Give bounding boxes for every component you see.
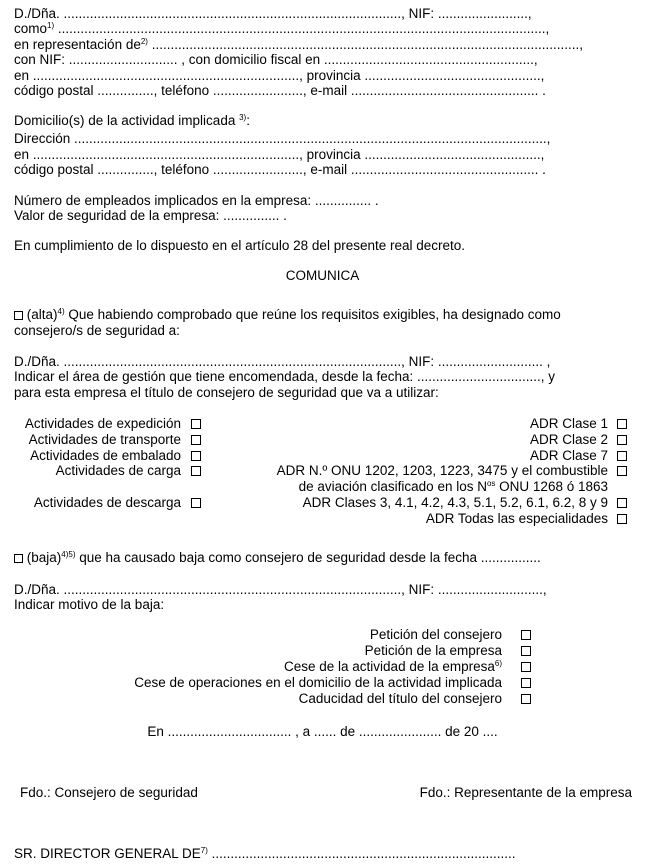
adr-todas-checkbox[interactable]	[617, 514, 627, 524]
adr-todas: ADR Todas las especialidades	[425, 511, 608, 526]
baja-opt-peticion-empresa: Petición de la empresa	[364, 643, 502, 658]
actividad-transporte: Actividades de transporte	[28, 432, 181, 447]
baja-text: que ha causado baja como consejero de seguridad desde la fecha ................	[75, 550, 541, 565]
director-dots: .................................................................................	[207, 846, 516, 861]
baja-opt-caducidad: Caducidad del título del consejero	[298, 691, 502, 706]
actividad-descarga: Actividades de descarga	[33, 495, 181, 510]
baja-line	[14, 550, 632, 566]
header-line-provincia: en ......................................................................., provincia ...............................................,	[14, 68, 545, 83]
footnote-4-5: 4)5)	[61, 550, 76, 559]
adr-onu-checkbox[interactable]	[617, 466, 627, 476]
domicilio-provincia: en ......................................................................., provincia ...............................................,	[14, 147, 545, 162]
alta-line-2: consejero/s de seguridad a:	[14, 323, 180, 338]
domicilio-colon: :	[246, 113, 250, 128]
firma-representante: Fdo.: Representante de la empresa	[419, 785, 632, 800]
director-text: SR. DIRECTOR GENERAL DE	[14, 846, 201, 861]
adr-clase-7: ADR Clase 7	[529, 448, 608, 463]
como-dots: ..................................................................................................................................,	[54, 21, 550, 36]
footnote-7: 7)	[200, 846, 208, 855]
baja-opt-3-text: Cese de la actividad de la empresa	[284, 659, 495, 674]
adr-clase-1-checkbox[interactable]	[617, 419, 627, 429]
footnote-4: 4)	[57, 307, 65, 316]
header-line-contacto: código postal ..............., teléfono ........................, e-mail .................................................. .	[14, 83, 546, 98]
actividad-descarga-checkbox[interactable]	[191, 498, 201, 508]
alta-titulo-line: para esta empresa el título de consejero de seguridad que va a utilizar:	[14, 385, 439, 400]
alta-area-line: Indicar el área de gestión que tiene encomendada, desde la fecha: ................................., y	[14, 369, 556, 384]
representacion-dots: ..................................................................................................................,	[147, 37, 584, 52]
cumplimiento-line: En cumplimiento de lo dispuesto en el artículo 28 del presente real decreto.	[14, 238, 466, 253]
header-line-representacion	[14, 37, 632, 53]
footnote-6: 6)	[494, 659, 502, 668]
baja-consejero-line: D./Dña. .........................................................................................., NIF: ............................,	[14, 582, 547, 597]
baja-motivo-label: Indicar motivo de la baja:	[14, 597, 165, 612]
actividad-expedicion-checkbox[interactable]	[191, 419, 201, 429]
header-line-nif: con NIF: ............................. , con domicilio fiscal en ........................................................,	[14, 52, 538, 67]
domicilio-contacto: código postal ..............., teléfono ........................, e-mail .................................................. .	[14, 162, 546, 177]
adr-onu-line-1: ADR N.º ONU 1202, 1203, 1223, 3475 y el combustible	[276, 463, 608, 478]
actividad-embalado: Actividades de embalado	[30, 448, 181, 463]
baja-opt-peticion-consejero: Petición del consejero	[369, 627, 502, 642]
adr-onu-2a: de aviación clasificado en los N	[298, 479, 487, 494]
baja-opt-cese-operaciones: Cese de operaciones en el domicilio de la actividad implicada	[134, 675, 502, 690]
baja-opt-1-checkbox[interactable]	[521, 630, 531, 640]
adr-onu-sup: os	[486, 479, 496, 488]
footnote-2: 2)	[140, 37, 148, 46]
header-line-como	[14, 21, 632, 37]
baja-opt-3-checkbox[interactable]	[521, 662, 531, 672]
adr-clase-7-checkbox[interactable]	[617, 451, 627, 461]
baja-opt-5-checkbox[interactable]	[521, 694, 531, 704]
baja-opt-cese-actividad	[284, 659, 502, 675]
actividad-carga: Actividades de carga	[55, 463, 181, 478]
baja-label: (baja)	[26, 550, 62, 565]
adr-clase-2: ADR Clase 2	[529, 432, 608, 447]
adr-clase-1: ADR Clase 1	[529, 416, 608, 431]
actividad-expedicion: Actividades de expedición	[24, 416, 181, 431]
como-label: como	[14, 21, 48, 36]
baja-opt-4-checkbox[interactable]	[521, 678, 531, 688]
alta-text: Que habiendo comprobado que reúne los requisitos exigibles, ha designado como	[64, 307, 561, 322]
footnote-1: 1)	[47, 21, 55, 30]
alta-consejero-line: D./Dña. .........................................................................................., NIF: ............................ ,	[14, 354, 551, 369]
fecha-line: En ................................. , a ...... de ...................... de 20 ....	[147, 724, 498, 739]
alta-label: (alta)	[26, 307, 58, 322]
comunica-heading: COMUNICA	[285, 268, 360, 283]
firma-consejero: Fdo.: Consejero de seguridad	[20, 785, 198, 800]
header-line-name: D./Dña. .........................................................................................., NIF: ........................,	[14, 6, 532, 21]
director-line	[14, 846, 632, 862]
domicilio-direccion: Dirección ..............................................................................................................................,	[14, 131, 551, 146]
baja-opt-2-checkbox[interactable]	[521, 646, 531, 656]
actividad-transporte-checkbox[interactable]	[191, 435, 201, 445]
adr-clases-varias: ADR Clases 3, 4.1, 4.2, 4.3, 5.1, 5.2, 6.1, 6.2, 8 y 9	[302, 495, 608, 510]
baja-checkbox[interactable]	[14, 554, 23, 563]
empleados-line: Número de empleados implicados en la empresa: ............... .	[14, 193, 379, 208]
alta-line	[14, 307, 632, 323]
adr-clases-varias-checkbox[interactable]	[617, 498, 627, 508]
domicilio-title-text: Domicilio(s) de la actividad implicada	[14, 113, 236, 128]
adr-onu-2b: ONU 1268 ó 1863	[495, 479, 608, 494]
actividad-embalado-checkbox[interactable]	[191, 451, 201, 461]
representacion-label: en representación de	[14, 37, 141, 52]
valor-seguridad-line: Valor de seguridad de la empresa: ............... .	[14, 208, 287, 223]
adr-onu-line-2	[299, 479, 608, 495]
alta-checkbox[interactable]	[14, 311, 23, 320]
actividad-carga-checkbox[interactable]	[191, 466, 201, 476]
footnote-3: 3)	[239, 113, 247, 122]
adr-clase-2-checkbox[interactable]	[617, 435, 627, 445]
domicilio-title	[14, 113, 632, 129]
